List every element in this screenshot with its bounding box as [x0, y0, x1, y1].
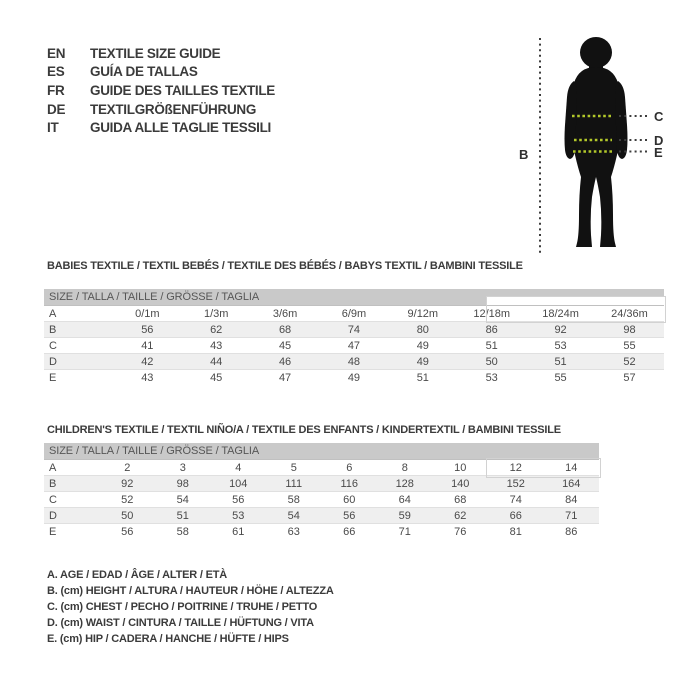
size-row-D [44, 508, 599, 524]
size-cell: 71 [398, 525, 411, 538]
size-cell: 59 [377, 508, 433, 524]
size-cell: 45 [251, 338, 320, 354]
row-label: A [44, 306, 113, 322]
size-cell: 128 [377, 476, 433, 492]
size-cell: 80 [388, 322, 457, 338]
size-cell: 47 [320, 338, 389, 354]
row-label: E [49, 371, 57, 384]
size-cell: 1/3m [182, 306, 251, 322]
size-cell: 43 [141, 371, 154, 384]
size-cell: 62 [433, 508, 489, 524]
hip-label: E [654, 145, 663, 160]
child-figure-region [515, 25, 685, 261]
size-cell: 49 [347, 371, 361, 384]
size-cell: 12 [488, 460, 544, 476]
size-cell: 81 [509, 525, 522, 538]
chest-label: C [654, 109, 664, 124]
size-cell: 66 [343, 525, 356, 538]
legend-line: B. (cm) HEIGHT / ALTURA / HAUTEUR / HÖHE / ALTEZZA [47, 585, 334, 597]
size-cell: 54 [266, 508, 322, 524]
size-cell: 111 [266, 476, 322, 492]
size-cell: 50 [457, 354, 526, 370]
size-cell: 42 [113, 354, 182, 370]
row-label: A [44, 460, 100, 476]
size-cell: 51 [457, 338, 526, 354]
size-cell: 76 [454, 525, 467, 538]
size-cell: 74 [320, 322, 389, 338]
size-cell: 64 [377, 492, 433, 508]
size-cell: 46 [251, 354, 320, 370]
size-cell: 74 [488, 492, 544, 508]
size-cell: 9/12m [388, 306, 457, 322]
size-cell: 49 [388, 338, 457, 354]
child-silhouette [565, 37, 628, 247]
size-row-C [44, 338, 664, 354]
language-row [47, 63, 275, 82]
size-cell: 24/36m [595, 306, 664, 322]
size-cell: 71 [544, 508, 600, 524]
size-cell: 68 [251, 322, 320, 338]
size-cell: 6/9m [320, 306, 389, 322]
size-cell: 116 [322, 476, 378, 492]
size-cell: 2 [100, 460, 156, 476]
legend-line: D. (cm) WAIST / CINTURA / TAILLE / HÜFTUNG / VITA [47, 617, 314, 629]
row-label: E [49, 525, 57, 538]
size-cell: 0/1m [113, 306, 182, 322]
size-cell: 68 [433, 492, 489, 508]
size-row-C [44, 492, 599, 508]
waist-label: D [654, 133, 664, 148]
row-label: B [44, 322, 113, 338]
legend-block [47, 567, 334, 647]
language-block [47, 44, 275, 137]
language-row [47, 118, 275, 137]
size-cell: 98 [155, 476, 211, 492]
size-cell: 86 [565, 525, 578, 538]
babies-highlight-box [486, 296, 666, 323]
size-cell: 140 [433, 476, 489, 492]
size-cell: 60 [322, 492, 378, 508]
size-cell: 48 [320, 354, 389, 370]
child-figure-svg [515, 25, 685, 261]
size-cell: 152 [488, 476, 544, 492]
size-cell: 58 [266, 492, 322, 508]
size-cell: 56 [322, 508, 378, 524]
size-cell: 50 [100, 508, 156, 524]
size-cell: 43 [182, 338, 251, 354]
size-cell: 61 [232, 525, 245, 538]
size-cell: 86 [457, 322, 526, 338]
babies-table-title: BABIES TEXTILE / TEXTIL BEBÉS / TEXTILE DES BÉBÉS / BABYS TEXTIL / BAMBINI TESSILE [47, 260, 523, 272]
size-cell: 51 [526, 354, 595, 370]
size-cell: 53 [485, 371, 498, 384]
size-cell: 49 [388, 354, 457, 370]
size-cell: 3 [155, 460, 211, 476]
size-cell: 66 [488, 508, 544, 524]
size-cell: 44 [182, 354, 251, 370]
size-cell: 98 [595, 322, 664, 338]
size-cell: 3/6m [251, 306, 320, 322]
size-cell: 55 [595, 338, 664, 354]
children-highlight-box [486, 458, 601, 478]
size-cell: 52 [100, 492, 156, 508]
children-table-title: CHILDREN'S TEXTILE / TEXTIL NIÑO/A / TEXTILE DES ENFANTS / KINDERTEXTIL / BAMBINI TESSILE [47, 424, 561, 436]
size-cell: 62 [182, 322, 251, 338]
size-cell: 18/24m [526, 306, 595, 322]
size-cell: 54 [155, 492, 211, 508]
legend-line: E. (cm) HIP / CADERA / HANCHE / HÜFTE / HIPS [47, 633, 289, 645]
size-table-header: SIZE / TALLA / TAILLE / GRÖSSE / TAGLIA [44, 289, 664, 306]
size-cell: 6 [322, 460, 378, 476]
size-cell: 51 [416, 371, 429, 384]
language-row [47, 44, 275, 63]
row-label: C [44, 338, 113, 354]
size-cell: 57 [623, 371, 636, 384]
size-cell: 4 [211, 460, 267, 476]
language-title: GUIDA ALLE TAGLIE TESSILI [90, 120, 271, 136]
size-cell: 51 [155, 508, 211, 524]
size-cell: 92 [100, 476, 156, 492]
legend-line: A. AGE / EDAD / ÂGE / ALTER / ETÀ [47, 569, 228, 581]
language-code: ES [47, 64, 65, 80]
size-row-E [44, 370, 664, 386]
language-code: IT [47, 120, 59, 136]
size-row-D [44, 354, 664, 370]
size-cell: 58 [176, 525, 189, 538]
size-cell: 5 [266, 460, 322, 476]
row-label: D [44, 354, 113, 370]
size-cell: 55 [554, 371, 567, 384]
size-cell: 84 [544, 492, 600, 508]
size-cell: 52 [595, 354, 664, 370]
row-label: B [44, 476, 100, 492]
size-cell: 164 [544, 476, 600, 492]
language-row [47, 81, 275, 100]
size-cell: 53 [211, 508, 267, 524]
size-cell: 14 [544, 460, 600, 476]
size-cell: 56 [113, 322, 182, 338]
size-table-header: SIZE / TALLA / TAILLE / GRÖSSE / TAGLIA [44, 443, 599, 460]
row-label: C [44, 492, 100, 508]
legend-line: C. (cm) CHEST / PECHO / POITRINE / TRUHE / PETTO [47, 601, 318, 613]
language-title: GUIDE DES TAILLES TEXTILE [90, 82, 276, 98]
size-cell: 47 [278, 371, 292, 384]
size-cell: 45 [210, 371, 223, 384]
language-row [47, 100, 275, 119]
language-title: TEXTILGRÖßENFÜHRUNG [90, 101, 257, 117]
size-cell: 53 [526, 338, 595, 354]
size-cell: 12/18m [457, 306, 526, 322]
language-code: DE [47, 101, 66, 117]
size-row-E [44, 524, 599, 540]
size-row-B [44, 322, 664, 338]
size-cell: 41 [113, 338, 182, 354]
size-cell: 8 [377, 460, 433, 476]
language-code: FR [47, 82, 65, 98]
size-cell: 63 [287, 525, 300, 538]
row-label: D [44, 508, 100, 524]
height-label: B [519, 147, 529, 162]
size-cell: 104 [211, 476, 267, 492]
language-title: TEXTILE SIZE GUIDE [90, 45, 221, 61]
size-cell: 10 [433, 460, 489, 476]
size-cell: 92 [526, 322, 595, 338]
size-cell: 56 [211, 492, 267, 508]
language-code: EN [47, 45, 66, 61]
size-cell: 56 [121, 525, 134, 538]
language-title: GUÍA DE TALLAS [90, 64, 198, 80]
